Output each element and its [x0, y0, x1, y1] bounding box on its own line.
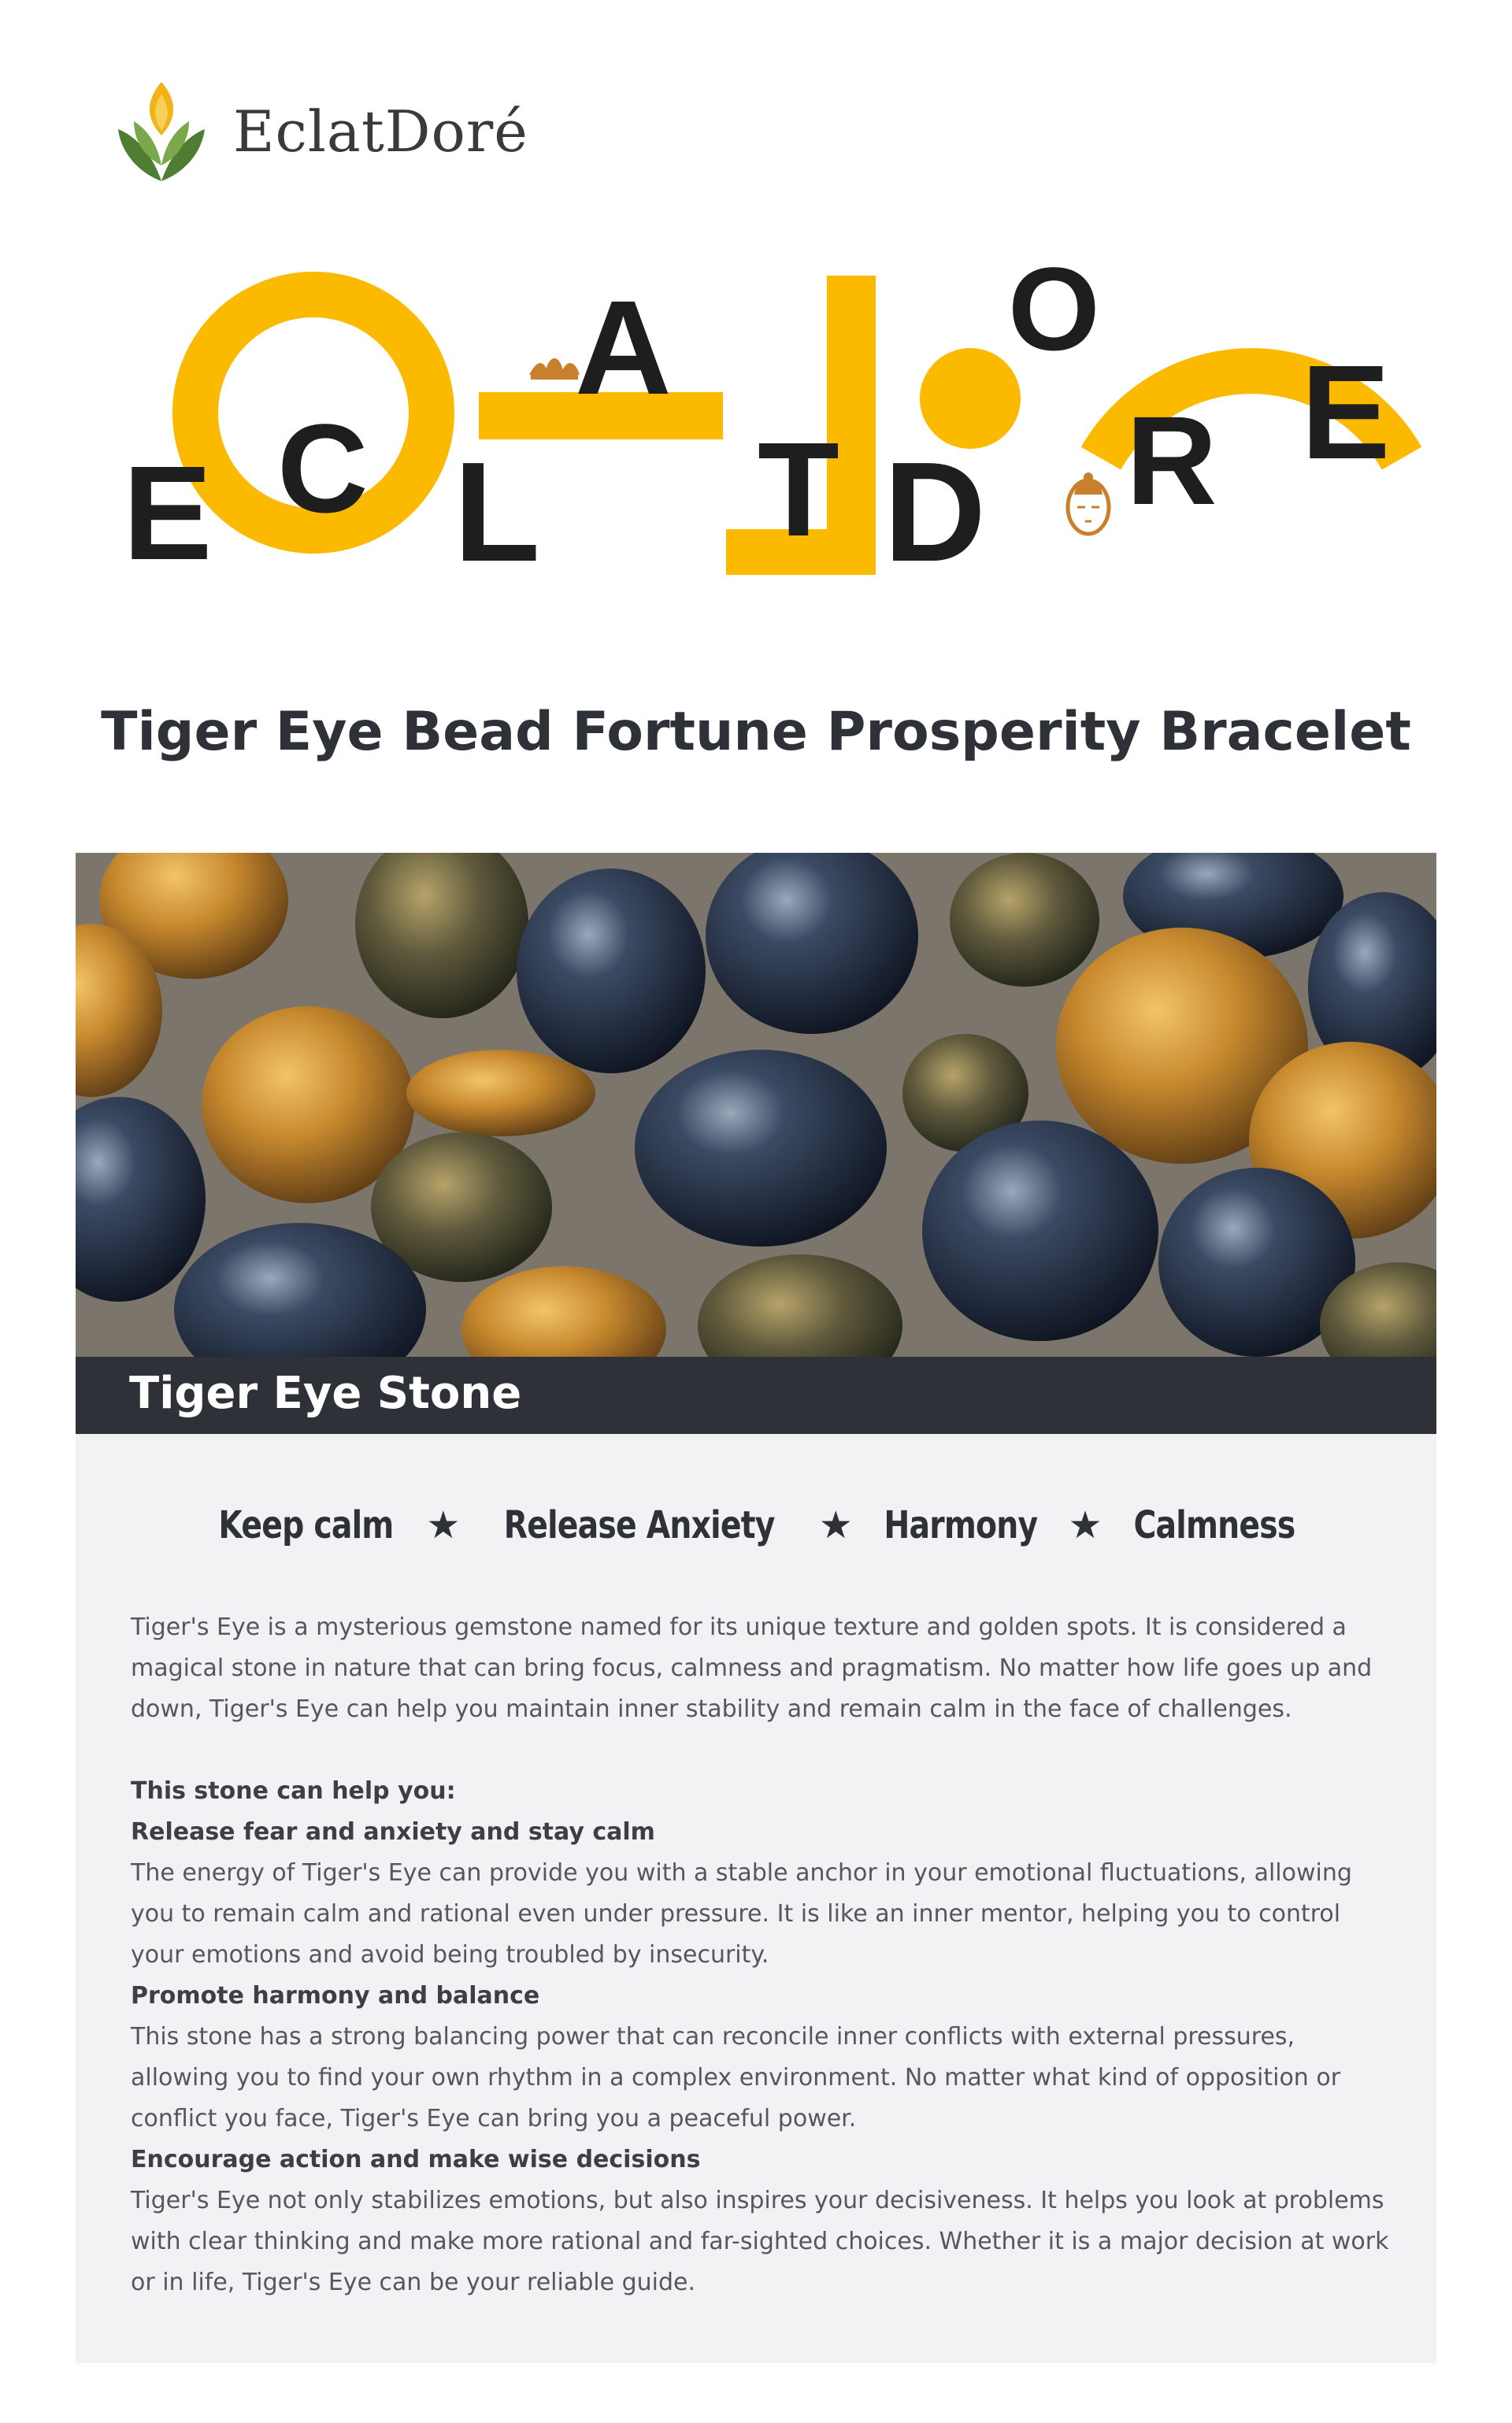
banner-letter-e1: E: [123, 439, 213, 588]
brand-logo: [110, 72, 528, 191]
star-icon: ★: [1068, 1503, 1102, 1547]
buddha-icon: [1068, 472, 1109, 534]
product-photo: [76, 853, 1436, 1357]
benefit-text: This stone has a strong balancing power that can reconcile inner conflicts with external pressures, allowing you to find your own rhythm in a complex environment. No matter what kind of opposition or conflict you face, Tiger's Eye can bring you a peaceful power.: [131, 2023, 1341, 2132]
intro-paragraph: Tiger's Eye is a mysterious gemstone named for its unique texture and golden spots. It is considered a magical stone in nature that can bring focus, calmness and pragmatism. No matter how life goes up and down, Tiger's Eye can help you maintain inner stability and remain calm in the face of challenges.: [131, 1613, 1373, 1723]
keyword-harmony: Harmony: [884, 1503, 1038, 1547]
brand-name: EclatDoré: [233, 98, 528, 165]
benefit-text: Tiger's Eye not only stabilizes emotions, but also inspires your decisiveness. It helps you look at problems with clear thinking and make more rational and far-sighted choices. Whether it is a major decision at work or in life, Tiger's Eye can be your reliable guide.: [131, 2187, 1389, 2296]
help-heading: This stone can help you:: [131, 1777, 456, 1805]
benefit-text: The energy of Tiger's Eye can provide you with a stable anchor in your emotional fluctuations, allowing you to remain calm and rational even under pressure. It is like an inner mentor, helping you to control your emotions and avoid being troubled by insecurity.: [131, 1859, 1352, 1969]
keyword-calmness: Calmness: [1133, 1503, 1295, 1547]
banner-letter-e2: E: [1301, 338, 1391, 487]
benefit-heading: Encourage action and make wise decisions: [131, 2146, 701, 2173]
tiger-eye-stones-image: [76, 853, 1436, 1357]
brand-banner: [0, 252, 1512, 598]
banner-letter-d: D: [884, 433, 986, 591]
star-icon: ★: [818, 1503, 853, 1547]
banner-letter-c: C: [277, 398, 369, 539]
banner-letter-t: T: [758, 415, 839, 565]
photo-caption: Tiger Eye Stone: [129, 1368, 522, 1419]
lotus-icon: [529, 358, 580, 380]
banner-letter-l: L: [454, 433, 540, 591]
page-title: Tiger Eye Bead Fortune Prosperity Bracelet: [101, 701, 1411, 763]
description-text: [131, 1607, 1391, 2303]
keyword-row: [76, 1503, 1436, 1547]
banner-letter-a: A: [575, 273, 672, 423]
photo-caption-bar: [76, 1357, 1436, 1434]
banner-letter-o: O: [1008, 252, 1100, 375]
star-icon: ★: [426, 1503, 461, 1547]
description-panel: [76, 1434, 1436, 2363]
benefit-heading: Release fear and anxiety and stay calm: [131, 1818, 655, 1846]
benefit-heading: Promote harmony and balance: [131, 1982, 540, 2010]
keyword-release-anxiety: Release Anxiety: [504, 1503, 775, 1547]
keyword-keep-calm: Keep calm: [217, 1503, 394, 1547]
lotus-leaf-icon: [110, 72, 213, 191]
banner-letter-r: R: [1126, 390, 1217, 531]
